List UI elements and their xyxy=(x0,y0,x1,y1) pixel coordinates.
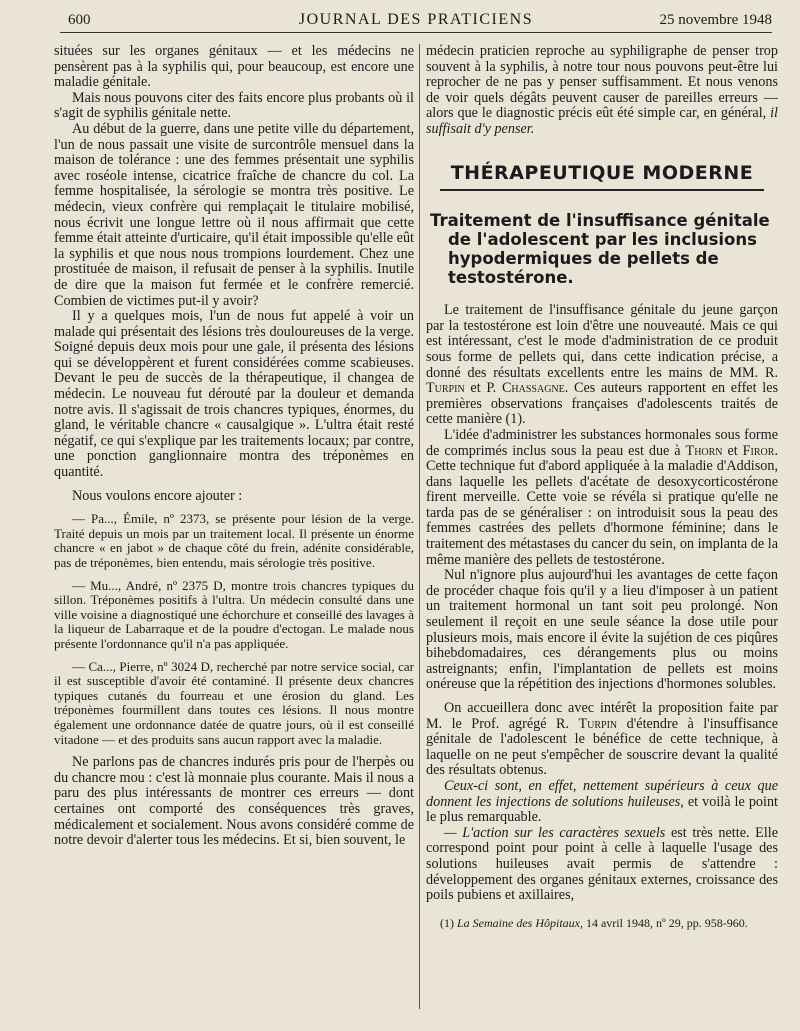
left-column xyxy=(54,44,414,849)
paragraph xyxy=(426,779,778,826)
author-name: Thorn xyxy=(685,442,723,459)
text-run: et xyxy=(727,442,738,459)
paragraph: Il y a quelques mois, l'un de nous fut appelé à voir un malade qui présentait des lésions très douloureuses de la verge. Soigné depuis deux mois pour une gale, il présenta des lésions qui se développèrent et furent considérées comme scabieuses. Devant le peu de succès de la thérapeutique, il changea de médecin. Le nouveau fut dérouté par la douleur et demanda notre avis. Il s'agissait de trois chancres typiques, énormes, du gland, le véritable chancre « causalgique ». L'ultra était resté négatif, ce qui s'explique par les traitements locaux; par contre, une ponction ganglionnaire montra des tréponèmes en quantité. xyxy=(54,308,414,481)
case-report: — Ca..., Pierre, nº 3024 D, recherché par notre service social, car il est susceptible d'avoir été contaminé. Il présente deux chancres typiques cutanés du fourreau et une érosion du gland. Les tréponèmes fourmillent dans toutes ces lésions. Il nous montre également une ordonnance datée de quatre jours, où il est conseillé vitadone — et des produits sans aucun rapport avec la maladie. xyxy=(54,658,414,747)
italic-run: La Semaine des Hôpitaux, xyxy=(457,915,583,930)
author-name: Turpin xyxy=(426,380,465,397)
text-run: et P. xyxy=(470,380,497,397)
paragraph: situées sur les organes génitaux — et les médecins ne pensèrent pas à la syphilis qui, pour beaucoup, est encore une maladie génitale. xyxy=(54,43,414,91)
footnote xyxy=(426,916,778,930)
paragraph: Ne parlons pas de chancres indurés pris pour de l'herpès ou du chancre mou : c'est là monnaie plus courante. Mais il nous a paru des plus intéressants de montrer ces erreurs — dont certaines ont comporté des conséquences très graves, médicalement et socialement. Nous avons considéré comme de notre devoir d'alerter tous les médecins. Et si, bien souvent, le xyxy=(54,754,414,849)
text-run: et voilà le point le plus remarquable. xyxy=(426,793,778,826)
page-number: 600 xyxy=(68,12,91,28)
text-run: Le traitement de l'insuffisance génitale du jeune garçon par la testostérone est loin d'être une nouveauté. Mais ce qui est intéressant, c'est le mode d'administration de ce produit sous forme de pellets qui, dans cette indication précise, a donné des résultats excellents entre les mains de MM. R. xyxy=(426,302,778,381)
issue-date: 25 novembre 1948 xyxy=(659,12,772,28)
text-run: est très nette. Elle correspond point pour point à celle à laquelle l'usage des solutions huileuses avait permis de s'attendre : développement des organes génitaux externes, croissance des poils pubiens et axillaires, xyxy=(426,824,778,904)
paragraph xyxy=(426,701,778,779)
paragraph: Mais nous pouvons citer des faits encore plus probants où il s'agit de syphilis génitale nette. xyxy=(54,89,414,122)
journal-title: JOURNAL DES PRATICIENS xyxy=(298,11,534,28)
paragraph xyxy=(426,44,778,138)
text-run: médecin praticien reproche au syphiligraphe de penser trop souvent à la syphilis, à notre tour nous pouvons peut-être lui reprocher de ne pas y penser suffisamment. Et nous venons de voir quels dégâts peuvent causer de pareilles erreurs — alors que le diagnostic précis eût été simple car, en général, xyxy=(426,43,778,122)
paragraph: Nul n'ignore plus aujourd'hui les avantages de cette façon de procéder chaque fois qu'il y a lieu d'imposer à un patient un traitement hormonal un tant soit peu prolongé. Non seulement il reçoit en une seule séance la dose utile pour plusieurs mois, mais encore il évite la sujétion de ces piqûres bihebdomadaires, ces dérangements plus ou moins astreignants; enfin, l'implantation de pellets est moins onéreuse que la répétition des injections d'hormones solubles. xyxy=(426,567,778,693)
paragraph xyxy=(426,303,778,428)
text-run: . Ces auteurs rapportent en effet les premières observations françaises d'adolescents traités de cette manière (1). xyxy=(426,380,779,428)
article-title: Traitement de l'insuffisance génitale de l'adolescent par les inclusions hypodermiques de pellets de testostérone. xyxy=(430,211,770,288)
section-rule xyxy=(440,189,764,191)
footnote-mark: (1) xyxy=(440,915,454,930)
text-run: On accueillera donc avec intérêt la proposition faite par M. le Prof. agrégé R. xyxy=(426,700,778,732)
italic-run: il suffisait d'y penser. xyxy=(426,105,778,137)
page-header xyxy=(60,8,772,33)
paragraph xyxy=(426,428,778,568)
case-report: — Mu..., André, nº 2375 D, montre trois chancres typiques du sillon. Tréponèmes positifs à l'ultra. Un médecin consulté dans une ville voisine a diagnostiqué une échorchure et conseillé des lavages à la liqueur de Labarraque et de la poudre d'ectogan. Le malade nous présente l'ordonnance qu'il n'a pas appliquée. xyxy=(54,577,414,651)
author-name: Turpin xyxy=(578,715,618,732)
paragraph: Nous voulons encore ajouter : xyxy=(72,487,243,504)
italic-run: — L'action sur les caractères sexuels xyxy=(444,824,666,841)
column-divider xyxy=(419,44,420,1009)
text-run: 14 avril 1948, nº 29, pp. 958-960. xyxy=(585,915,748,930)
paragraph: Au début de la guerre, dans une petite ville du département, l'un de nous passait une visite de surcontrôle mensuel dans la maison de tolérance : une des femmes présentait une syphilis avec roséole intense, cicatrice fraîche de chancre du col. La femme hospitalisée, la sérologie se montra très positive. Le médecin, vieux confrère qui remplaçait le titulaire mobilisé, nous écrivit une longue lettre où il nous affirmait que cette femme était atteinte d'urticaire, qu'il était impossible qu'elle eût la syphilis et que nous nous trompions lourdement. Chez une prostituée de maison, il refusait de penser à la syphilis. Inutile de dire que la maison fut fermée et le confrère remercié. Combien de victimes put-il y avoir? xyxy=(54,120,414,309)
author-name: Firor xyxy=(742,442,775,459)
text-run: . Cette technique fut d'abord appliquée à la maladie d'Addison, dans laquelle les pellets d'acétate de desoxycorticostérone firent merveille. Cette voie se révéla si pratique qu'elle ne tarda pas de se généraliser : on introduisit sous la peau des femmes castrées des pellets d'hormone féminine; dans le traitement des métastases du cancer du sein, on implanta de la même manière des pellets de testostérone. xyxy=(426,442,779,568)
case-report: — Pa..., Émile, nº 2373, se présente pour lésion de la verge. Traité depuis un mois par un traitement local. Il présente un énorme chancre « en jabot » de chaque côté du frein, adénite considérable, pas de tréponèmes, bien entendu, mais sérologie très positive. xyxy=(54,511,414,570)
author-name: Chassagne xyxy=(501,380,565,397)
italic-run: Ceux-ci sont, en effet, nettement supérieurs à ceux que donnent les injections de solutions huileuses, xyxy=(426,777,778,810)
right-column xyxy=(426,44,778,930)
text-run: d'étendre à l'insuffisance génitale de l'adolescent le bénéfice de cette technique, à laquelle on ne peut s'empêcher de souscrire devant la qualité des résultats obtenus. xyxy=(426,715,779,779)
paragraph xyxy=(426,826,778,904)
text-run: L'idée d'administrer les substances hormonales sous forme de comprimés inclus sous la peau est due à xyxy=(426,426,778,459)
section-title: THÉRAPEUTIQUE MODERNE xyxy=(450,161,754,184)
